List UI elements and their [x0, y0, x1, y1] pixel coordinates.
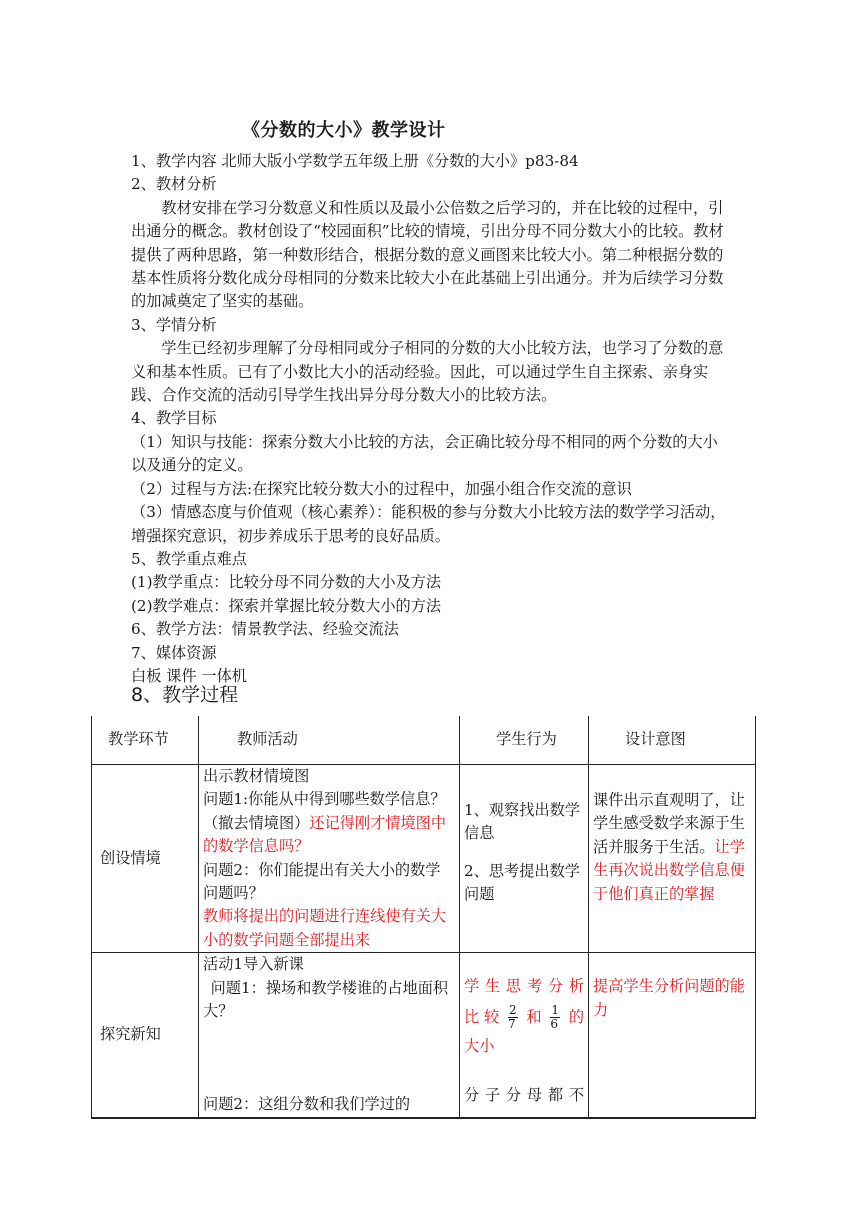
teaching-process-table [91, 716, 756, 1119]
goal-knowledge: （1）知识与技能：探索分数大小比较的方法，会正确比较分母不相同的两个分数的大小以及通分的定义。 [131, 432, 718, 475]
row2-teacher-q2: 问题2：这组分数和我们学过的 [203, 1095, 411, 1114]
row2-student-line4: 分子分母都不 [464, 1086, 584, 1105]
row2-student-compare: 比较 $\frac{2}{7}$ 和 $\frac{1}{6}$ 的 [464, 1003, 585, 1032]
row2-student [460, 953, 589, 1118]
section-6-methods: 6、教学方法：情景教学法、经验交流法 [131, 620, 399, 639]
header-teacher: 教师活动 [199, 716, 460, 765]
row2-student-line1: 学生思考分析 [464, 977, 584, 996]
section-3-heading: 3、学情分析 [131, 315, 217, 334]
section-7-body: 白板 课件 一体机 [131, 666, 247, 685]
row1-intent-red: 让学生再次说出数学信息便于他们真正的掌握 [593, 837, 745, 903]
difficult-point: (2)教学难点：探索并掌握比较分数大小的方法 [131, 596, 442, 615]
row1-teacher-q1-red: 还记得刚才情境图中的数学信息吗？ [203, 813, 446, 856]
row1-teacher [199, 765, 460, 953]
table-row [92, 765, 756, 953]
row1-student [460, 765, 589, 953]
goal-attitude: （3）情感态度与价值观（核心素养）：能积极的参与分数大小比较方法的数学学习活动，增强探究意识，初步养成乐于思考的良好品质。 [131, 503, 726, 545]
row1-teacher-line1: 出示教材情境图 [203, 767, 310, 785]
section-8-heading: 8、教学过程 [131, 684, 239, 706]
row2-stage: 探究新知 [92, 953, 199, 1118]
doc-title: 《分数的大小》教学设计 [242, 120, 446, 141]
row2-teacher-q1: 问题1：操场和教学楼谁的占地面积大？ [203, 978, 449, 1021]
header-intent: 设计意图 [589, 716, 756, 765]
section-4-heading: 4、教学目标 [131, 409, 217, 428]
section-5-heading: 5、教学重点难点 [131, 549, 247, 568]
goal-process: （2）过程与方法:在探究比较分数大小的过程中，加强小组合作交流的意识 [131, 479, 632, 498]
row2-intent: 提高学生分析问题的能力 [589, 953, 756, 1118]
row1-stage: 创设情境 [92, 765, 199, 953]
row2-student-line3: 大小 [464, 1036, 495, 1055]
row1-teacher-note-red: 教师将提出的问题进行连线使有关大小的数学问题全部提出来 [203, 907, 446, 949]
section-1-content: 1、教学内容 北师大版小学数学五年级上册《分数的大小》p83-84 [131, 152, 579, 170]
section-2-body: 教材安排在学习分数意义和性质以及最小公倍数之后学习的，并在比较的过程中，引出通分的概念。教材创设了“校园面积”比较的情境，引出分母不同分数大小的比较。教材提供了两种思路，第一种数形结合，根据分数的意义画图来比较大小。第二种根据分数的基本性质将分数化成分母相同的分数来比较大小在此基础上引出通分。并为后续学习分数的加减奠定了坚实的基础。 [131, 198, 724, 311]
section-2-heading: 2、教材分析 [131, 175, 217, 194]
fraction-1-6: $\frac{1}{6}$ [550, 1003, 560, 1032]
row2-teacher [199, 953, 460, 1118]
row1-intent: 课件出示直观明了，让学生感受数学来源于生活并服务于生活。让学生再次说出数学信息便于他们真正的掌握 [589, 765, 756, 953]
fraction-2-7: $\frac{2}{7}$ [507, 1003, 517, 1032]
row1-teacher-q1: 问题1:你能从中得到哪些数学信息？（撤去情境图）还记得刚才情境图中的数学信息吗？ [203, 790, 446, 856]
row1-student-1: 1、观察找出数学信息 [464, 801, 580, 843]
header-student: 学生行为 [460, 716, 589, 765]
row2-teacher-line1: 活动1导入新课 [203, 955, 304, 974]
row1-teacher-q2: 问题2：你们能提出有关大小的数学问题吗？ [203, 860, 441, 903]
section-7-heading: 7、媒体资源 [131, 643, 217, 662]
header-stage: 教学环节 [92, 716, 199, 765]
key-point: (1)教学重点：比较分母不同分数的大小及方法 [131, 573, 442, 592]
table-row [92, 953, 756, 1118]
table-header-row [92, 716, 756, 765]
doc-body [131, 150, 731, 688]
row1-student-2: 2、思考提出数学问题 [464, 861, 580, 904]
section-3-body: 学生已经初步理解了分母相同或分子相同的分数的大小比较方法，也学习了分数的意义和基本性质。已有了小数比大小的活动经验。因此，可以通过学生自主探索、亲身实践、合作交流的活动引导学生找出异分母分数大小的比较方法。 [131, 339, 724, 405]
